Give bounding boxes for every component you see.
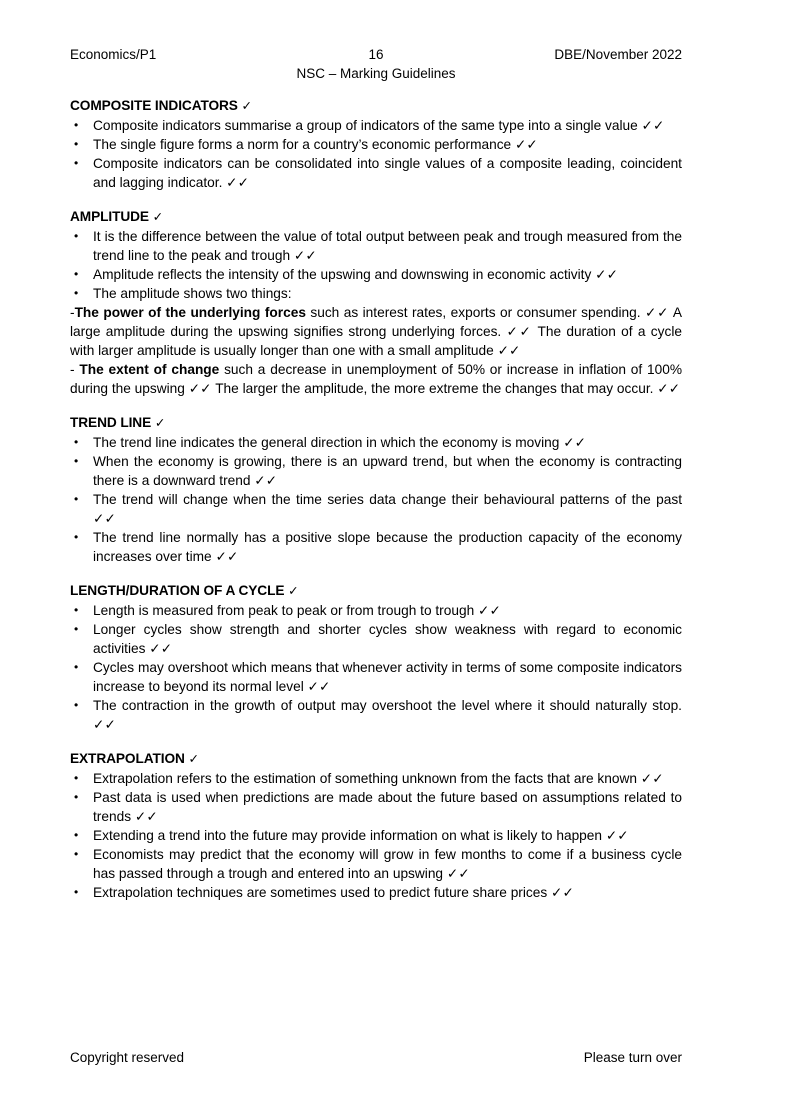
sub-paragraph xyxy=(70,360,682,398)
header-document-type: NSC – Marking Guidelines xyxy=(296,66,456,81)
list-item: • Composite indicators summarise a group of indicators of the same type into a single value ✓✓ xyxy=(70,116,682,135)
list-item: • It is the difference between the value of total output between peak and trough measured from the trend line to the peak and trough ✓✓ xyxy=(70,227,682,265)
list-item: • The single figure forms a norm for a country’s economic performance ✓✓ xyxy=(70,135,682,154)
section-extrapolation xyxy=(70,749,682,902)
sub-paragraph-text: such a decrease in unemployment of 50% or increase in inflation of 100% during the upswing ✓✓ The larger the amplitude, the more extreme the changes that may occur. ✓✓ xyxy=(70,362,682,396)
list-item: • The trend will change when the time series data change their behavioural patterns of the past ✓✓ xyxy=(70,490,682,528)
bullet-list xyxy=(70,116,682,192)
header-subject: Economics/P1 xyxy=(70,47,157,62)
bullet-list xyxy=(70,769,682,902)
page-header-row-1 xyxy=(70,45,682,64)
list-item: • Extending a trend into the future may provide information on what is likely to happen ✓✓ xyxy=(70,826,682,845)
footer-copyright: Copyright reserved xyxy=(70,1050,185,1065)
section-heading xyxy=(70,96,682,116)
list-item: • Economists may predict that the economy will grow in few months to come if a business cycle has passed through a trough and entered into an upswing ✓✓ xyxy=(70,845,682,883)
list-item: • The trend line normally has a positive slope because the production capacity of the economy increases over time ✓✓ xyxy=(70,528,682,566)
sub-paragraph-term: The power of the underlying forces xyxy=(74,305,306,320)
list-item: • Longer cycles show strength and shorter cycles show weakness with regard to economic activities ✓✓ xyxy=(70,620,682,658)
list-item: • Extrapolation techniques are sometimes used to predict future share prices ✓✓ xyxy=(70,883,682,902)
page-header-row-2 xyxy=(70,64,682,83)
sub-paragraph-dash: - xyxy=(70,362,80,377)
page-footer xyxy=(70,1048,682,1067)
header-exam-label: DBE/November 2022 xyxy=(554,47,682,62)
list-item: • The amplitude shows two things: xyxy=(70,284,682,303)
bullet-list xyxy=(70,433,682,566)
section-heading-label: LENGTH/DURATION OF A CYCLE xyxy=(70,583,285,598)
section-heading xyxy=(70,581,682,601)
header-page-number: 16 xyxy=(368,47,384,62)
section-heading xyxy=(70,749,682,769)
list-item: • Cycles may overshoot which means that whenever activity in terms of some composite indicators increase to beyond its normal level ✓✓ xyxy=(70,658,682,696)
list-item: • Amplitude reflects the intensity of the upswing and downswing in economic activity ✓✓ xyxy=(70,265,682,284)
section-heading xyxy=(70,207,682,227)
list-item: • Extrapolation refers to the estimation of something unknown from the facts that are known ✓✓ xyxy=(70,769,682,788)
section-heading-label: AMPLITUDE xyxy=(70,209,149,224)
list-item: • Composite indicators can be consolidated into single values of a composite leading, coincident and lagging indicator. ✓✓ xyxy=(70,154,682,192)
page-header xyxy=(70,45,682,83)
checkmark-icon: ✓ xyxy=(152,210,164,224)
checkmark-icon: ✓ xyxy=(154,416,166,430)
bullet-list xyxy=(70,227,682,303)
section-trend-line xyxy=(70,413,682,566)
section-heading-label: TREND LINE xyxy=(70,415,152,430)
list-item: • When the economy is growing, there is an upward trend, but when the economy is contracting there is a downward trend ✓✓ xyxy=(70,452,682,490)
sub-paragraph-text: such as interest rates, exports or consumer spending. ✓✓ A large amplitude during the upswing signifies strong underlying forces. ✓✓ The duration of a cycle with larger amplitude is usually longer than one with a small amplitude ✓✓ xyxy=(70,305,682,358)
section-heading-label: EXTRAPOLATION xyxy=(70,751,185,766)
section-length-duration-of-a-cycle xyxy=(70,581,682,734)
section-composite-indicators xyxy=(70,96,682,192)
bullet-list xyxy=(70,601,682,734)
sub-paragraph-dash: - xyxy=(70,305,75,320)
list-item: • The contraction in the growth of output may overshoot the level where it should naturally stop. ✓✓ xyxy=(70,696,682,734)
list-item: • Length is measured from peak to peak or from trough to trough ✓✓ xyxy=(70,601,682,620)
sub-paragraph-term: The extent of change xyxy=(79,362,220,377)
list-item: • Past data is used when predictions are made about the future based on assumptions related to trends ✓✓ xyxy=(70,788,682,826)
sub-paragraph xyxy=(70,303,682,360)
section-heading xyxy=(70,413,682,433)
document-body xyxy=(70,96,682,902)
section-amplitude xyxy=(70,207,682,398)
checkmark-icon: ✓ xyxy=(288,584,299,598)
section-heading-label: COMPOSITE INDICATORS xyxy=(70,98,238,113)
footer-turn-over: Please turn over xyxy=(583,1050,682,1065)
list-item: • The trend line indicates the general direction in which the economy is moving ✓✓ xyxy=(70,433,682,452)
checkmark-icon: ✓ xyxy=(188,752,199,766)
checkmark-icon: ✓ xyxy=(241,99,252,113)
